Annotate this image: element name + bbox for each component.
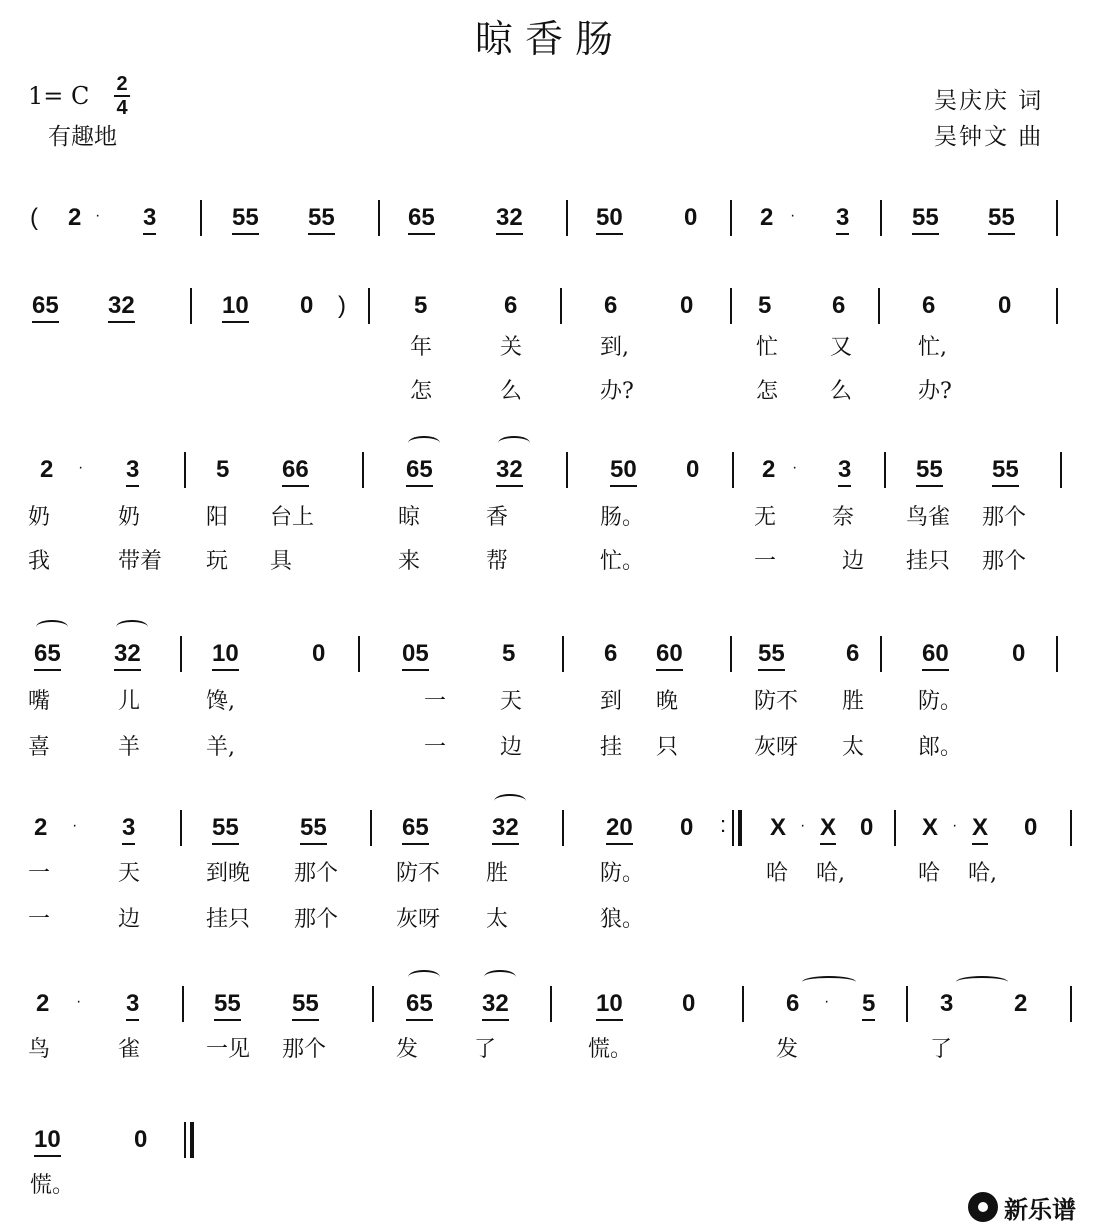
lyric: 到, bbox=[600, 335, 629, 360]
barline bbox=[184, 452, 186, 488]
lyric: 办? bbox=[600, 379, 634, 404]
lyric: 晚 bbox=[656, 689, 679, 714]
lyric: 关 bbox=[500, 335, 523, 360]
barline bbox=[368, 288, 370, 324]
note: 0 bbox=[680, 292, 694, 319]
note: 2 bbox=[760, 204, 774, 231]
note: 0 bbox=[300, 292, 314, 319]
note: X bbox=[922, 814, 939, 841]
note: 0 bbox=[998, 292, 1012, 319]
open-paren: ( bbox=[30, 204, 38, 231]
lyric: 那个 bbox=[282, 1037, 327, 1062]
barline bbox=[566, 200, 568, 236]
lyric: 边 bbox=[842, 549, 865, 574]
note: 50 bbox=[596, 204, 623, 235]
aug-dot: · bbox=[824, 993, 830, 1010]
lyric: 怎 bbox=[756, 379, 779, 404]
site-logo bbox=[968, 1190, 1076, 1224]
score-row-6 bbox=[0, 990, 1100, 1062]
lyric: 雀 bbox=[118, 1037, 141, 1062]
note: 6 bbox=[504, 292, 518, 319]
lyric: 那个 bbox=[982, 505, 1027, 530]
barline bbox=[1056, 636, 1058, 672]
lyric: 灰呀 bbox=[396, 907, 441, 932]
lyric: 奶 bbox=[118, 505, 141, 530]
time-denominator: 4 bbox=[116, 97, 128, 119]
barline bbox=[730, 288, 732, 324]
note: 66 bbox=[282, 456, 309, 487]
barline bbox=[1056, 200, 1058, 236]
lyric: 那个 bbox=[294, 861, 339, 886]
note: 32 bbox=[496, 204, 523, 235]
lyric: 我 bbox=[28, 549, 51, 574]
note: 55 bbox=[912, 204, 939, 235]
note: 3 bbox=[126, 456, 139, 487]
note: X bbox=[770, 814, 787, 841]
aug-dot: · bbox=[95, 207, 101, 224]
music-disc-icon bbox=[968, 1192, 998, 1222]
logo-text: 新乐谱 bbox=[1004, 1196, 1076, 1224]
note: 10 bbox=[596, 990, 623, 1021]
lyric: 发 bbox=[396, 1037, 419, 1062]
note: 55 bbox=[214, 990, 241, 1021]
tempo-marking: 有趣地 bbox=[48, 124, 117, 150]
barline bbox=[894, 810, 896, 846]
time-numerator: 2 bbox=[116, 73, 128, 95]
lyric: 香 bbox=[486, 505, 509, 530]
barline bbox=[732, 810, 734, 846]
lyric: 奈 bbox=[832, 505, 855, 530]
barline bbox=[1056, 288, 1058, 324]
lyric: 来 bbox=[398, 549, 421, 574]
slur-mark bbox=[408, 436, 440, 450]
barline bbox=[732, 452, 734, 488]
key-signature: 1= C bbox=[28, 82, 90, 110]
note: 55 bbox=[232, 204, 259, 235]
barline bbox=[566, 452, 568, 488]
score-row-3 bbox=[0, 456, 1100, 574]
lyric: 胜 bbox=[486, 861, 509, 886]
note: 32 bbox=[114, 640, 141, 671]
lyric: 羊 bbox=[118, 735, 141, 760]
barline bbox=[1060, 452, 1062, 488]
note: 60 bbox=[656, 640, 683, 671]
lyric: 带着 bbox=[118, 549, 163, 574]
note: 3 bbox=[838, 456, 851, 487]
score-row-7 bbox=[0, 1126, 1100, 1198]
note: 55 bbox=[212, 814, 239, 845]
note: 0 bbox=[684, 204, 698, 231]
aug-dot: · bbox=[72, 817, 78, 834]
lyric: 边 bbox=[118, 907, 141, 932]
lyric: 天 bbox=[118, 861, 141, 886]
barline bbox=[730, 636, 732, 672]
note: 05 bbox=[402, 640, 429, 671]
lyric: 那个 bbox=[982, 549, 1027, 574]
lyric: 郎。 bbox=[918, 735, 963, 760]
lyric: 到 bbox=[600, 689, 623, 714]
note: 2 bbox=[36, 990, 50, 1017]
lyric: 狼。 bbox=[600, 907, 645, 932]
close-paren: ) bbox=[338, 292, 346, 319]
note: 50 bbox=[610, 456, 637, 487]
note: 0 bbox=[682, 990, 696, 1017]
lyric: 到晚 bbox=[206, 861, 251, 886]
barline bbox=[358, 636, 360, 672]
lyric: 哈 bbox=[766, 861, 789, 886]
lyric: 一见 bbox=[206, 1037, 251, 1062]
lyric: 馋, bbox=[206, 689, 235, 714]
lyric: 晾 bbox=[398, 505, 421, 530]
score-row-1 bbox=[0, 204, 1100, 264]
note: 6 bbox=[604, 292, 618, 319]
barline bbox=[1070, 986, 1072, 1022]
barline bbox=[562, 636, 564, 672]
barline bbox=[562, 810, 564, 846]
score-row-5 bbox=[0, 812, 1100, 932]
barline bbox=[180, 636, 182, 672]
note: 0 bbox=[1024, 814, 1038, 841]
note: 65 bbox=[34, 640, 61, 671]
note: 32 bbox=[108, 292, 135, 323]
lyric: 鸟 bbox=[28, 1037, 51, 1062]
note: 5 bbox=[758, 292, 772, 319]
aug-dot: · bbox=[790, 207, 796, 224]
note: 32 bbox=[482, 990, 509, 1021]
barline bbox=[184, 1122, 186, 1158]
note: 55 bbox=[988, 204, 1015, 235]
barline bbox=[378, 200, 380, 236]
note: 65 bbox=[406, 456, 433, 487]
barline-thick bbox=[738, 810, 742, 846]
barline bbox=[182, 986, 184, 1022]
lyric: 年 bbox=[410, 335, 433, 360]
lyric: 了 bbox=[930, 1037, 953, 1062]
lyric: 台上 bbox=[270, 505, 315, 530]
lyric: 哈 bbox=[918, 861, 941, 886]
lyric: 帮 bbox=[486, 549, 509, 574]
note: 3 bbox=[122, 814, 135, 845]
note: 2 bbox=[68, 204, 82, 231]
lyric: 儿 bbox=[118, 689, 141, 714]
lyric: 奶 bbox=[28, 505, 51, 530]
note: 10 bbox=[34, 1126, 61, 1157]
lyric: 具 bbox=[270, 549, 293, 574]
barline bbox=[372, 986, 374, 1022]
aug-dot: · bbox=[800, 817, 806, 834]
note: 2 bbox=[40, 456, 54, 483]
note: 6 bbox=[604, 640, 618, 667]
lyric: 忙, bbox=[918, 335, 947, 360]
note: 32 bbox=[496, 456, 523, 487]
note: 2 bbox=[34, 814, 48, 841]
lyric: 又 bbox=[830, 335, 853, 360]
note: 6 bbox=[922, 292, 936, 319]
barline bbox=[1070, 810, 1072, 846]
note: 10 bbox=[212, 640, 239, 671]
barline-final bbox=[190, 1122, 194, 1158]
note: 55 bbox=[992, 456, 1019, 487]
lyric: 挂只 bbox=[906, 549, 951, 574]
note: 20 bbox=[606, 814, 633, 845]
note: 6 bbox=[786, 990, 800, 1017]
note: 65 bbox=[408, 204, 435, 235]
lyric: 只 bbox=[656, 735, 679, 760]
repeat-dots: : bbox=[720, 812, 727, 837]
note: 0 bbox=[134, 1126, 148, 1153]
barline bbox=[370, 810, 372, 846]
lyric: 阳 bbox=[206, 505, 229, 530]
lyric: 嘴 bbox=[28, 689, 51, 714]
slur-mark bbox=[484, 970, 516, 984]
lyric: 慌。 bbox=[588, 1037, 633, 1062]
lyric: 玩 bbox=[206, 549, 229, 574]
lyric: 防。 bbox=[918, 689, 963, 714]
note: 6 bbox=[832, 292, 846, 319]
slur-mark bbox=[498, 436, 530, 450]
aug-dot: · bbox=[792, 459, 798, 476]
lyric: 了 bbox=[474, 1037, 497, 1062]
aug-dot: · bbox=[78, 459, 84, 476]
lyric: 无 bbox=[754, 505, 777, 530]
lyric: 太 bbox=[842, 735, 865, 760]
note: 32 bbox=[492, 814, 519, 845]
note: 0 bbox=[686, 456, 700, 483]
lyric: 挂 bbox=[600, 735, 623, 760]
lyric: 喜 bbox=[28, 735, 51, 760]
lyric: 鸟雀 bbox=[906, 505, 951, 530]
note: 3 bbox=[940, 990, 954, 1017]
note: 5 bbox=[414, 292, 428, 319]
lyric: 发 bbox=[776, 1037, 799, 1062]
lyric: 防不 bbox=[754, 689, 799, 714]
note: 60 bbox=[922, 640, 949, 671]
note: 55 bbox=[758, 640, 785, 671]
lyric: 一 bbox=[28, 861, 51, 886]
barline bbox=[880, 636, 882, 672]
note: 0 bbox=[1012, 640, 1026, 667]
lyric: 么 bbox=[830, 379, 853, 404]
note: 0 bbox=[860, 814, 874, 841]
song-title: 晾香肠 bbox=[474, 17, 625, 61]
note: 0 bbox=[312, 640, 326, 667]
note: 10 bbox=[222, 292, 249, 323]
slur-mark bbox=[36, 620, 68, 634]
barline bbox=[884, 452, 886, 488]
barline bbox=[742, 986, 744, 1022]
barline bbox=[200, 200, 202, 236]
tie-mark bbox=[802, 976, 856, 988]
lyric: 胜 bbox=[842, 689, 865, 714]
barline bbox=[880, 200, 882, 236]
note: X bbox=[972, 814, 988, 845]
barline bbox=[180, 810, 182, 846]
lyric: 边 bbox=[500, 735, 523, 760]
note: 55 bbox=[300, 814, 327, 845]
lyric: 办? bbox=[918, 379, 952, 404]
slur-mark bbox=[494, 794, 526, 808]
slur-mark bbox=[116, 620, 148, 634]
note: 5 bbox=[502, 640, 516, 667]
note: 55 bbox=[308, 204, 335, 235]
barline bbox=[906, 986, 908, 1022]
note: 2 bbox=[762, 456, 776, 483]
lyric: 哈, bbox=[816, 861, 845, 886]
note: 3 bbox=[126, 990, 139, 1021]
lyric: 怎 bbox=[410, 379, 433, 404]
lyric: 防不 bbox=[396, 861, 441, 886]
composer-credit: 吴钟文 曲 bbox=[934, 124, 1044, 150]
note: 5 bbox=[216, 456, 230, 483]
lyric: 一 bbox=[754, 549, 777, 574]
lyric: 灰呀 bbox=[754, 735, 799, 760]
lyric: 羊, bbox=[206, 735, 235, 760]
lyric: 一 bbox=[424, 735, 447, 760]
note: 65 bbox=[406, 990, 433, 1021]
note: 65 bbox=[402, 814, 429, 845]
lyric: 慌。 bbox=[30, 1173, 75, 1198]
lyric: 防。 bbox=[600, 861, 645, 886]
note: 6 bbox=[846, 640, 860, 667]
lyric: 肠。 bbox=[600, 505, 645, 530]
barline bbox=[190, 288, 192, 324]
lyric: 天 bbox=[500, 689, 523, 714]
lyric: 太 bbox=[486, 907, 509, 932]
lyric: 哈, bbox=[968, 861, 997, 886]
note: 5 bbox=[862, 990, 875, 1021]
lyric: 那个 bbox=[294, 907, 339, 932]
note: 2 bbox=[1014, 990, 1028, 1017]
note: 3 bbox=[836, 204, 849, 235]
lyric: 一 bbox=[28, 907, 51, 932]
barline bbox=[560, 288, 562, 324]
aug-dot: · bbox=[76, 993, 82, 1010]
lyricist-credit: 吴庆庆 词 bbox=[934, 88, 1044, 114]
barline bbox=[878, 288, 880, 324]
lyric: 一 bbox=[424, 689, 447, 714]
time-signature bbox=[114, 74, 130, 118]
lyric: 忙。 bbox=[600, 549, 645, 574]
note: 3 bbox=[143, 204, 156, 235]
aug-dot: · bbox=[952, 817, 958, 834]
lyric: 挂只 bbox=[206, 907, 251, 932]
note: 55 bbox=[916, 456, 943, 487]
score-row-4 bbox=[0, 640, 1100, 760]
note: 65 bbox=[32, 292, 59, 323]
barline bbox=[730, 200, 732, 236]
score-row-2 bbox=[0, 292, 1100, 404]
barline bbox=[362, 452, 364, 488]
note: X bbox=[820, 814, 836, 845]
note: 0 bbox=[680, 814, 694, 841]
note: 55 bbox=[292, 990, 319, 1021]
tie-mark bbox=[956, 976, 1008, 988]
lyric: 忙 bbox=[756, 335, 779, 360]
lyric: 么 bbox=[500, 379, 523, 404]
barline bbox=[550, 986, 552, 1022]
slur-mark bbox=[408, 970, 440, 984]
